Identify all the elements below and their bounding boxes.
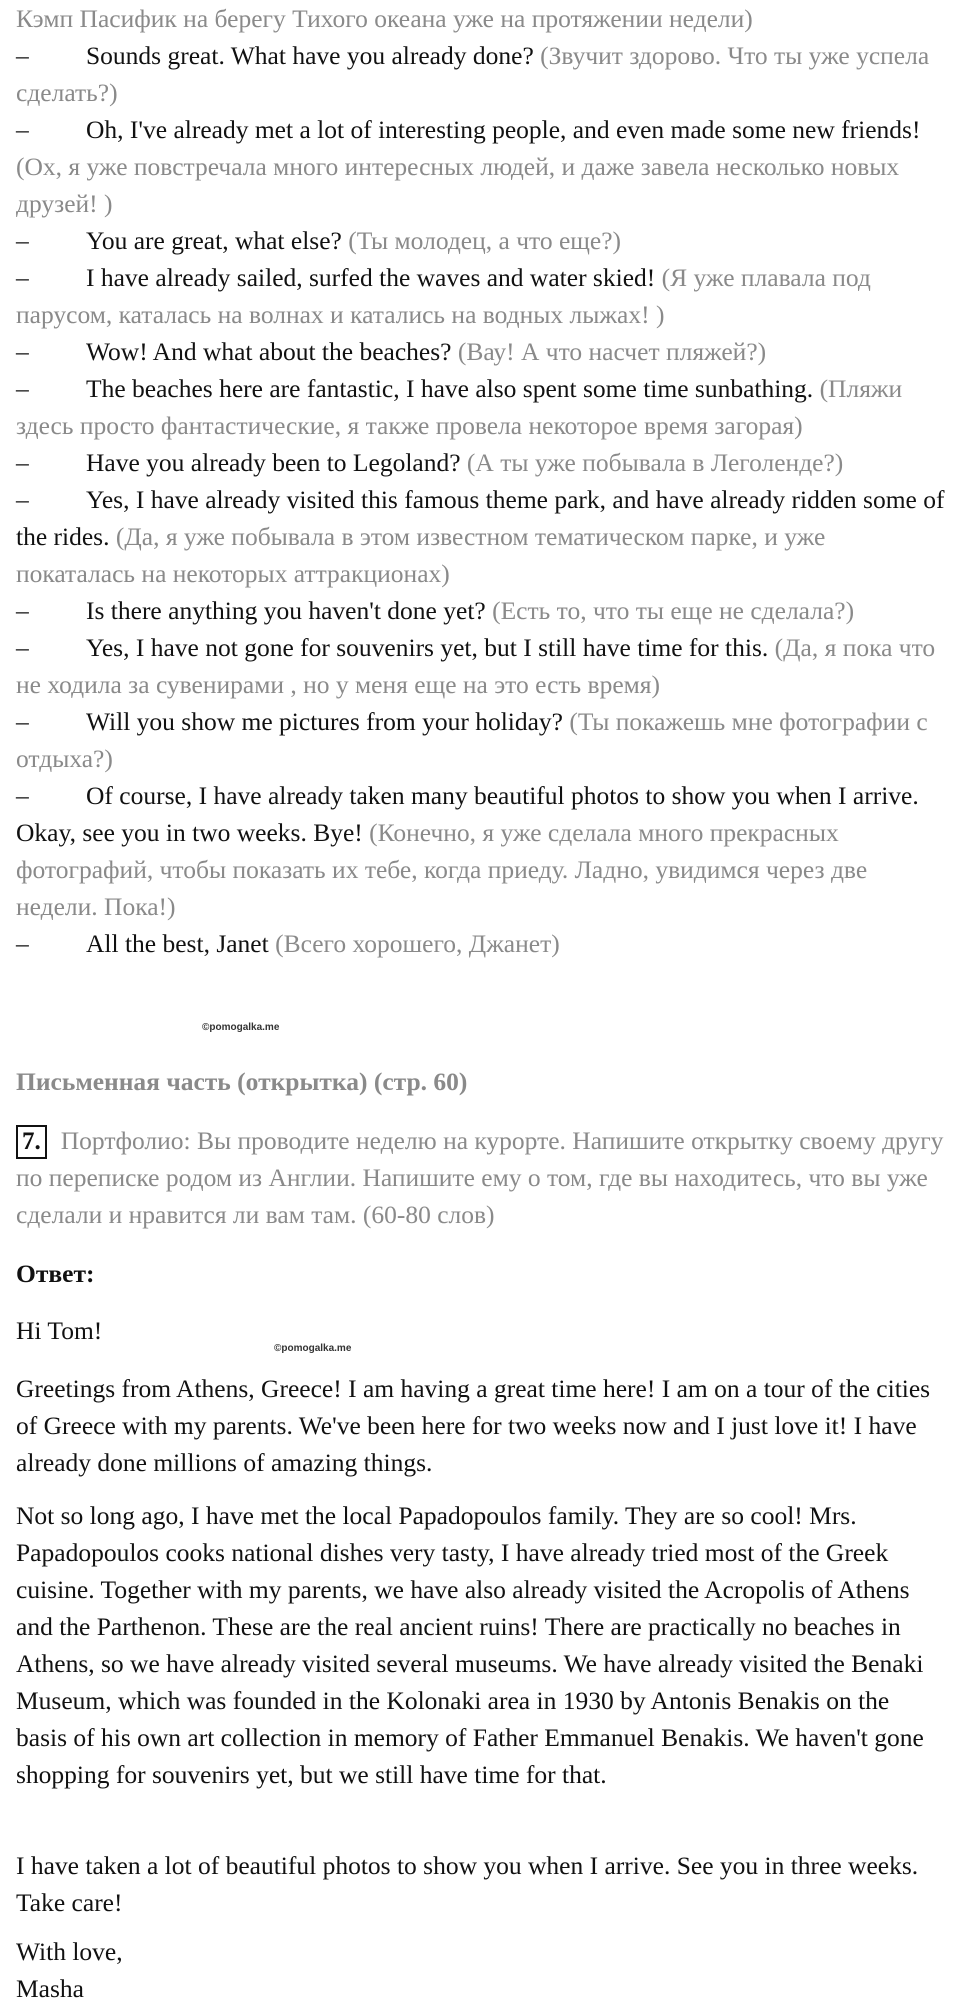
section-heading: Письменная часть (открытка) (стр. 60)	[16, 1067, 468, 1096]
dialogue-line	[16, 37, 946, 111]
dialogue-line	[16, 444, 946, 481]
dialogue-line	[16, 222, 946, 259]
dialogue-dash: –	[16, 929, 29, 958]
watermark-2: ©pomogalka.me	[274, 1343, 352, 1354]
dialogue-line	[16, 592, 946, 629]
dialogue-line-en: You are great, what else?	[86, 226, 342, 255]
dialogue-line-en: Oh, I've already met a lot of interesting people, and even made some new friends!	[86, 115, 921, 144]
dialogue-line	[16, 925, 946, 962]
dialogue-line-en: Wow! And what about the beaches?	[86, 337, 452, 366]
closing: With love,	[16, 1937, 123, 1966]
dialogue-line-ru: (А ты уже побывала в Леголенде?)	[466, 448, 844, 477]
dialogue-line-en: Sounds great. What have you already done?	[86, 41, 534, 70]
dialogue-line-en: I have already sailed, surfed the waves and water skied!	[86, 263, 656, 292]
dialogue-dash: –	[16, 707, 29, 736]
dialogue-dash: –	[16, 263, 29, 292]
dialogue-line-ru: (Ты покажешь мне фотографии с отдыха?)	[16, 707, 928, 773]
dialogue-dash: –	[16, 374, 29, 403]
dialogue-line-en: The beaches here are fantastic, I have also spent some time sunbathing.	[86, 374, 814, 403]
dialogue-line-en: Have you already been to Legoland?	[86, 448, 461, 477]
dialogue-dash: –	[16, 633, 29, 662]
answer-paragraph: Not so long ago, I have met the local Papadopoulos family. They are so cool! Mrs. Papadopoulos cooks national dishes very tasty, I have already tried most of the Greek cuisine. Together with my parents, we have also already visited the Acropolis of Athens and the Parthenon. These are the real ancient ruins! There are practically no beaches in Athens, so we have already visited several museums. We have already visited the Benaki Museum, which was founded in the Kolonaki area in 1930 by Antonis Benakis on the basis of his own art collection in memory of Father Emmanuel Benakis. We haven't gone shopping for souvenirs yet, but we still have time for that.	[16, 1501, 924, 1789]
dialogue-line	[16, 703, 946, 777]
answer-label: Ответ:	[16, 1259, 95, 1288]
dialogue-line	[16, 481, 946, 592]
watermark-1: ©pomogalka.me	[202, 1022, 280, 1033]
task-text	[16, 1122, 946, 1233]
dialogue-line-en: Will you show me pictures from your holiday?	[86, 707, 564, 736]
dialogue-line-ru: (Всего хорошего, Джанет)	[275, 929, 560, 958]
dialogue-line-ru: (Конечно, я уже сделала много прекрасных фотографий, чтобы показать их тебе, когда приеду. Ладно, увидимся через две недели. Пока!)	[16, 818, 868, 921]
task-number-badge: 7.	[16, 1125, 47, 1159]
dialogue-line-ru: (Ох, я уже повстречала много интересных людей, и даже завела несколько новых друзей! )	[16, 152, 900, 218]
dialogue-line-en: Of course, I have already taken many beautiful photos to show you when I arrive. Okay, see you in two weeks. Bye!	[16, 781, 919, 847]
dialogue	[16, 37, 946, 962]
dialogue-line-ru: (Пляжи здесь просто фантастические, я также провела некоторое время загорая)	[16, 374, 903, 440]
task-block	[16, 1122, 946, 1233]
dialogue-dash: –	[16, 448, 29, 477]
intro-text: Кэмп Пасифик на берегу Тихого океана уже на протяжении недели)	[16, 4, 753, 33]
dialogue-dash: –	[16, 485, 29, 514]
dialogue-line-ru: (Да, я пока что не ходила за сувенирами , но у меня еще на это есть время)	[16, 633, 936, 699]
dialogue-line	[16, 259, 946, 333]
dialogue-line-ru: (Я уже плавала под парусом, каталась на волнах и катались на водных лыжах! )	[16, 263, 871, 329]
dialogue-line-en: All the best, Janet	[86, 929, 269, 958]
dialogue-line-en: Is there anything you haven't done yet?	[86, 596, 486, 625]
dialogue-line	[16, 111, 946, 222]
answer-paragraph: Greetings from Athens, Greece! I am having a great time here! I am on a tour of the cities of Greece with my parents. We've been here for two weeks now and I just love it! I have already done millions of amazing things.	[16, 1374, 931, 1477]
dialogue-line-en: Yes, I have not gone for souvenirs yet, but I still have time for this.	[86, 633, 769, 662]
dialogue-line	[16, 777, 946, 925]
dialogue-line	[16, 629, 946, 703]
dialogue-dash: –	[16, 781, 29, 810]
dialogue-line-en: Yes, I have already visited this famous theme park, and have already ridden some of the rides.	[16, 485, 945, 551]
dialogue-dash: –	[16, 596, 29, 625]
dialogue-line-ru: (Звучит здорово. Что ты уже успела сделать?)	[16, 41, 930, 107]
task-description: Портфолио: Вы проводите неделю на курорте. Напишите открытку своему другу по переписке родом из Англии. Напишите ему о том, где вы находитесь, что вы уже сделали и нравится ли вам там. (60-80 слов)	[16, 1126, 944, 1229]
dialogue-line-ru: (Да, я уже побывала в этом известном тематическом парке, и уже покаталась на некоторых аттракционах)	[16, 522, 826, 588]
dialogue-line	[16, 333, 946, 370]
greeting: Hi Tom!	[16, 1316, 103, 1345]
answer-paragraph: I have taken a lot of beautiful photos to show you when I arrive. See you in three weeks. Take care!	[16, 1851, 919, 1917]
dialogue-line	[16, 370, 946, 444]
dialogue-dash: –	[16, 226, 29, 255]
dialogue-dash: –	[16, 115, 29, 144]
dialogue-line-ru: (Ты молодец, а что еще?)	[348, 226, 622, 255]
signature: Masha	[16, 1974, 84, 2003]
dialogue-dash: –	[16, 41, 29, 70]
dialogue-line-ru: (Вау! А что насчет пляжей?)	[457, 337, 767, 366]
dialogue-dash: –	[16, 337, 29, 366]
dialogue-line-ru: (Есть то, что ты еще не сделала?)	[492, 596, 855, 625]
